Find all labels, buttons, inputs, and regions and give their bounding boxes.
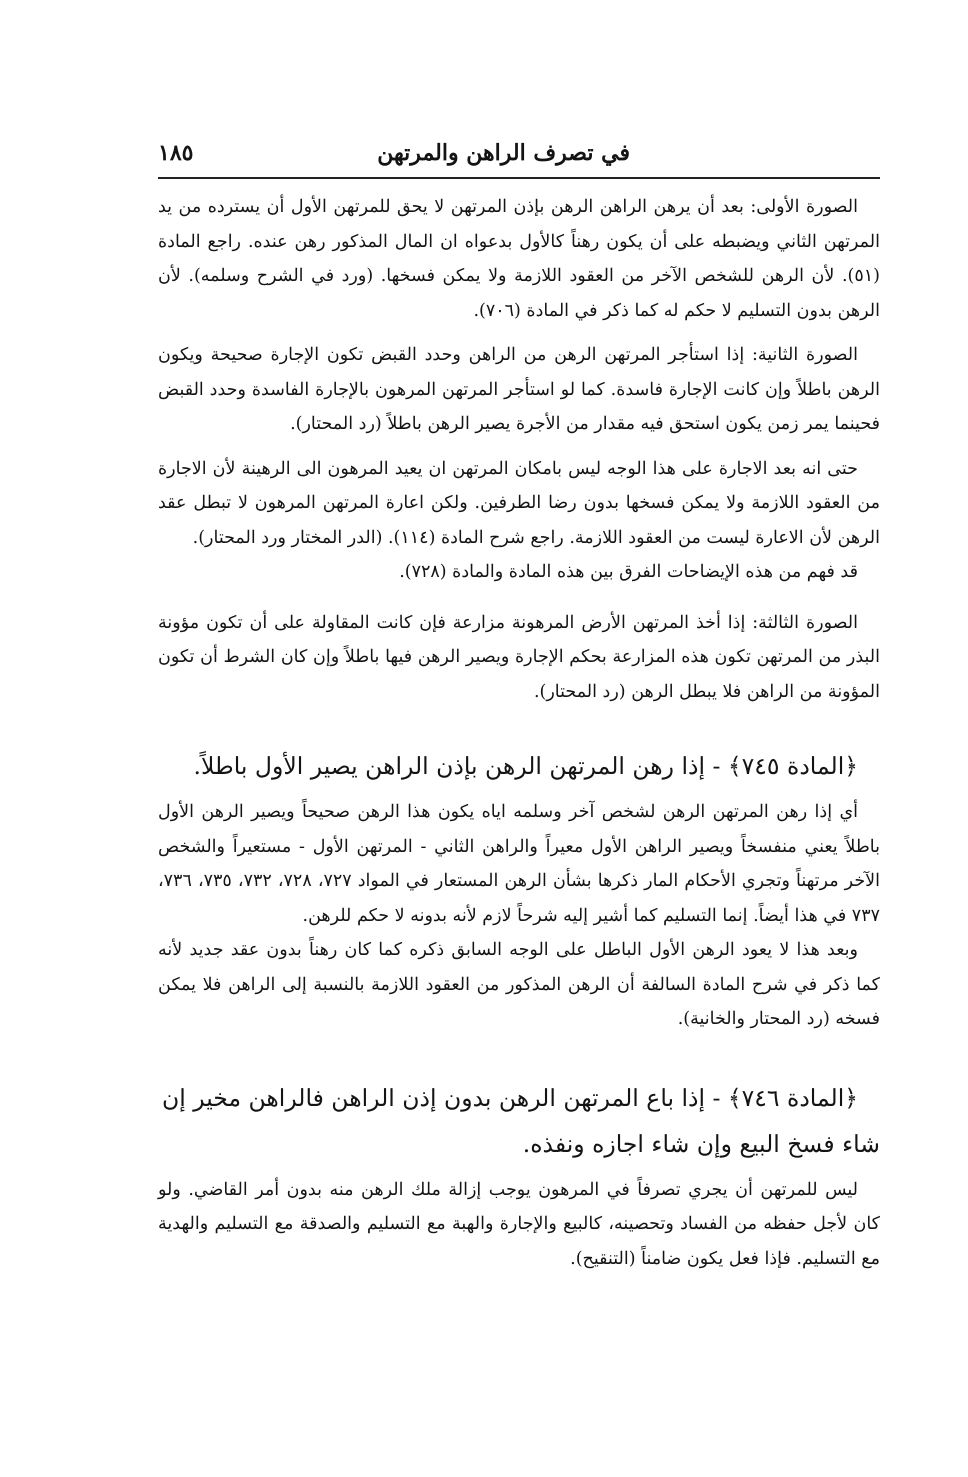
paragraph-article-745-note: وبعد هذا لا يعود الرهن الأول الباطل على الوجه السابق ذكره كما كان رهناً بدون عقد جديد لأنه كما ذكر في شرح المادة السالفة أن الرهن المذكور من العقود اللازمة بالنسبة إلى الراهن فلا يمكن فسخه (رد المحتار والخانية). (158, 940, 880, 1029)
paragraph-lease-note: حتى انه بعد الاجارة على هذا الوجه ليس بامكان المرتهن ان يعيد المرهون الى الرهينة لأن الاجارة من العقود اللازمة ولا يمكن فسخها بدون رضا الطرفين. ولكن اعارة المرتهن المرهون لا تبطل عقد الرهن لأن الاعارة ليست من العقود اللازمة. راجع شرح المادة (١١٤). (الدر المختار ورد المحتار). (158, 458, 880, 548)
paragraph-difference-note: قد فهم من هذه الإيضاحات الفرق بين هذه المادة والمادة (٧٢٨). (399, 562, 858, 582)
paragraph-article-746-explanation: ليس للمرتهن أن يجري تصرفاً في المرهون يوجب إزالة ملك الرهن منه بدون أمر القاضي. ولو كان لأجل حفظه من الفساد وتحصينه، كالبيع والإجارة والهبة مع التسليم والصدقة مع التسليم والهدية مع التسليم. فإذا فعل يكون ضامناً (التنقيح). (158, 1179, 880, 1269)
running-header (158, 138, 880, 174)
article-745-heading: ﴿المادة ٧٤٥﴾ - إذا رهن المرتهن الرهن بإذن الراهن يصير الأول باطلاً. (193, 752, 858, 780)
paragraph-article-745-explanation: أي إذا رهن المرتهن الرهن لشخص آخر وسلمه اياه يكون هذا الرهن صحيحاً ويصير الرهن الأول باطلاً يعني منفسخاً ويصير الراهن الأول معيراً والراهن الثاني - المرتهن الأول - مستعيراً والشخص الآخر مرتهناً وتجري الأحكام المار ذكرها بشأن الرهن المستعار في المواد ٧٢٧، ٧٢٨، ٧٣٢، ٧٣٥، ٧٣٦، ٧٣٧ في هذا أيضاً. إنما التسليم كما أشير إليه شرحاً لازم لأنه بدونه لا حكم للرهن. (158, 802, 880, 926)
paragraph-third-case: الصورة الثالثة: إذا أخذ المرتهن الأرض المرهونة مزارعة فإن كانت المقاولة على أن تكون مؤونة البذر من المرتهن تكون هذه المزارعة بحكم الإجارة ويصير الرهن فيها باطلاً وإن كان الشرط أن تكون المؤونة من الراهن فلا يبطل الرهن (رد المحتار). (158, 612, 880, 702)
chapter-title: في تصرف الراهن والمرتهن (377, 140, 630, 166)
page-body (158, 190, 880, 1276)
paragraph-first-case: الصورة الأولى: بعد أن يرهن الراهن الرهن بإذن المرتهن لا يحق للمرتهن الأول أن يسترده من يد المرتهن الثاني ويضبطه على أن يكون رهناً كالأول بدعواه ان المال المذكور رهن عنده. راجع المادة (٥١). لأن الرهن للشخص الآخر من العقود اللازمة ولا يمكن فسخها. (ورد في الشرح وسلمه). لأن الرهن بدون التسليم لا حكم له كما ذكر في المادة (٧٠٦). (158, 197, 880, 321)
article-746-heading: ﴿المادة ٧٤٦﴾ - إذا باع المرتهن الرهن بدون إذن الراهن فالراهن مخير إن شاء فسخ البيع وإن شاء اجازه ونفذه. (161, 1083, 880, 1158)
page-number: ١٨٥ (158, 140, 194, 166)
paragraph-second-case: الصورة الثانية: إذا استأجر المرتهن الرهن من الراهن وحدد القبض تكون الإجارة صحيحة ويكون الرهن باطلاً وإن كانت الإجارة فاسدة. كما لو استأجر المرتهن المرهون بالإجارة الفاسدة وحدد القبض فحينما يمر زمن يكون استحق فيه مقدار من الأجرة يصير الرهن باطلاً (رد المحتار). (158, 345, 880, 434)
header-divider (158, 177, 880, 179)
